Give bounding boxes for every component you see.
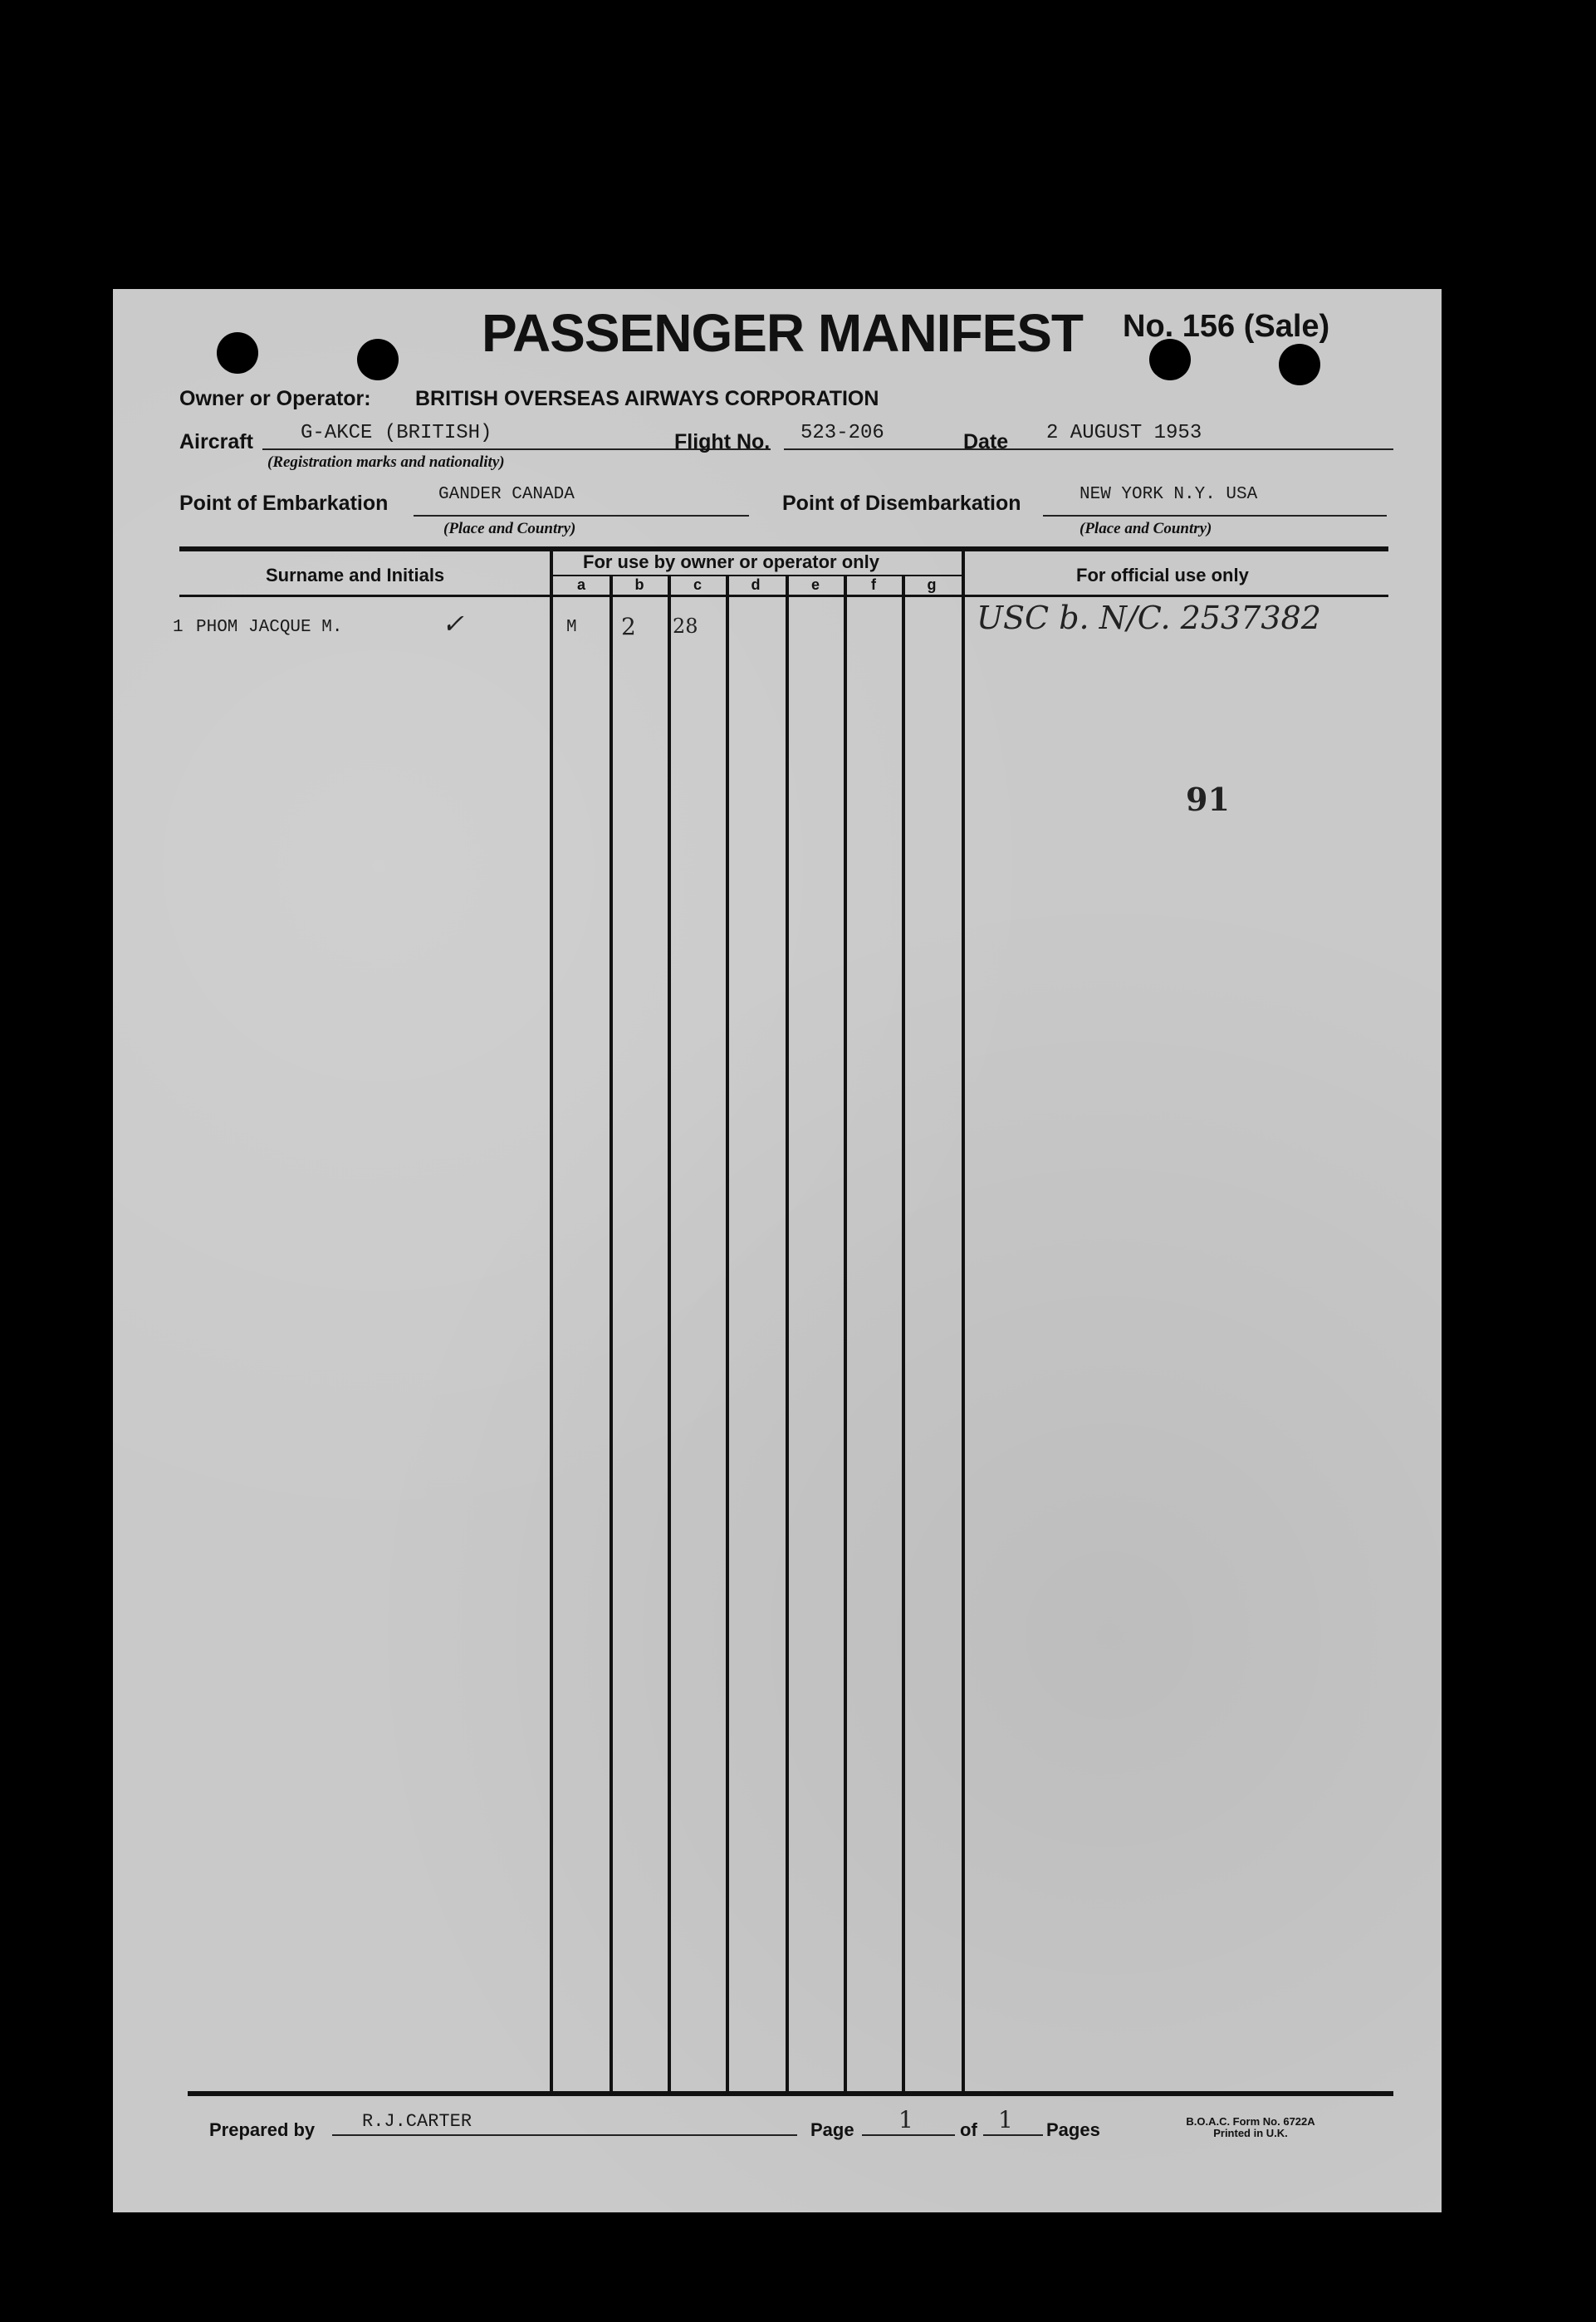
embarkation-underline bbox=[414, 515, 749, 517]
form-line-2: Printed in U.K. bbox=[1213, 2127, 1288, 2139]
stamp-number: 91 bbox=[1186, 781, 1230, 818]
subcol-c: c bbox=[693, 576, 702, 593]
pages-value: 1 bbox=[998, 2106, 1013, 2133]
disembarkation-label: Point of Disembarkation bbox=[782, 492, 1021, 515]
operator-label: Owner or Operator: bbox=[179, 387, 371, 410]
subcol-f: f bbox=[871, 576, 876, 593]
column-rule bbox=[902, 575, 905, 2094]
table-header-rule bbox=[179, 595, 1388, 597]
subcol-g: g bbox=[927, 576, 937, 593]
form-number bbox=[1168, 2116, 1334, 2139]
page-value: 1 bbox=[898, 2106, 913, 2133]
page-title: PASSENGER MANIFEST bbox=[482, 303, 1083, 363]
column-rule bbox=[668, 575, 671, 2094]
embarkation-label: Point of Embarkation bbox=[179, 492, 389, 515]
column-rule bbox=[786, 575, 789, 2094]
flight-label: Flight No. bbox=[674, 430, 771, 453]
passenger-name: PHOM JACQUE M. bbox=[196, 618, 343, 637]
cell-a: M bbox=[566, 618, 577, 637]
page-underline bbox=[862, 2134, 955, 2136]
aircraft-value: G-AKCE (BRITISH) bbox=[301, 422, 492, 444]
prepared-by-underline bbox=[332, 2134, 797, 2136]
column-rule bbox=[726, 575, 729, 2094]
punch-hole bbox=[357, 339, 399, 380]
aircraft-label: Aircraft bbox=[179, 430, 253, 453]
official-annotation: USC b. N/C. 2537382 bbox=[977, 600, 1321, 636]
disembarkation-value: NEW YORK N.Y. USA bbox=[1080, 485, 1258, 504]
date-underline bbox=[1025, 448, 1393, 450]
prepared-by-value: R.J.CARTER bbox=[362, 2111, 472, 2132]
subcol-a: a bbox=[576, 576, 585, 593]
subcol-d: d bbox=[751, 576, 761, 593]
date-label: Date bbox=[963, 430, 1009, 453]
manifest-number: No. 156 (Sale) bbox=[1123, 309, 1330, 344]
subcol-e: e bbox=[810, 576, 820, 593]
prepared-by-label: Prepared by bbox=[209, 2119, 316, 2140]
page-label: Page bbox=[810, 2119, 854, 2140]
aircraft-sublabel: (Registration marks and nationality) bbox=[267, 453, 505, 471]
punch-hole bbox=[217, 332, 258, 374]
column-rule bbox=[962, 551, 965, 2094]
disembarkation-sublabel: (Place and Country) bbox=[1080, 520, 1212, 537]
col-surname-header: Surname and Initials bbox=[266, 565, 445, 585]
disembarkation-underline bbox=[1043, 515, 1387, 517]
cell-c: 28 bbox=[673, 615, 698, 638]
pages-label: Pages bbox=[1046, 2119, 1100, 2140]
punch-hole bbox=[1279, 344, 1320, 385]
row-number: 1 bbox=[173, 618, 184, 637]
col-official-header: For official use only bbox=[1076, 565, 1249, 585]
manifest-sheet bbox=[113, 289, 1442, 2212]
form-line-1: B.O.A.C. Form No. 6722A bbox=[1186, 2115, 1315, 2128]
embarkation-value: GANDER CANADA bbox=[438, 485, 575, 504]
column-rule bbox=[844, 575, 847, 2094]
subcol-b: b bbox=[634, 576, 644, 593]
flight-value: 523-206 bbox=[800, 422, 884, 444]
flight-underline bbox=[784, 448, 1051, 450]
of-label: of bbox=[960, 2119, 977, 2140]
table-bottom-rule bbox=[188, 2091, 1393, 2096]
tick-mark: ✓ bbox=[442, 608, 464, 639]
punch-hole bbox=[1149, 339, 1191, 380]
date-value: 2 AUGUST 1953 bbox=[1046, 422, 1202, 444]
col-owner-header: For use by owner or operator only bbox=[583, 551, 879, 572]
column-rule bbox=[610, 575, 613, 2094]
operator-value: BRITISH OVERSEAS AIRWAYS CORPORATION bbox=[415, 387, 879, 410]
pages-underline bbox=[983, 2134, 1043, 2136]
cell-b: 2 bbox=[621, 613, 636, 640]
column-rule bbox=[550, 551, 553, 2094]
embarkation-sublabel: (Place and Country) bbox=[443, 520, 576, 537]
